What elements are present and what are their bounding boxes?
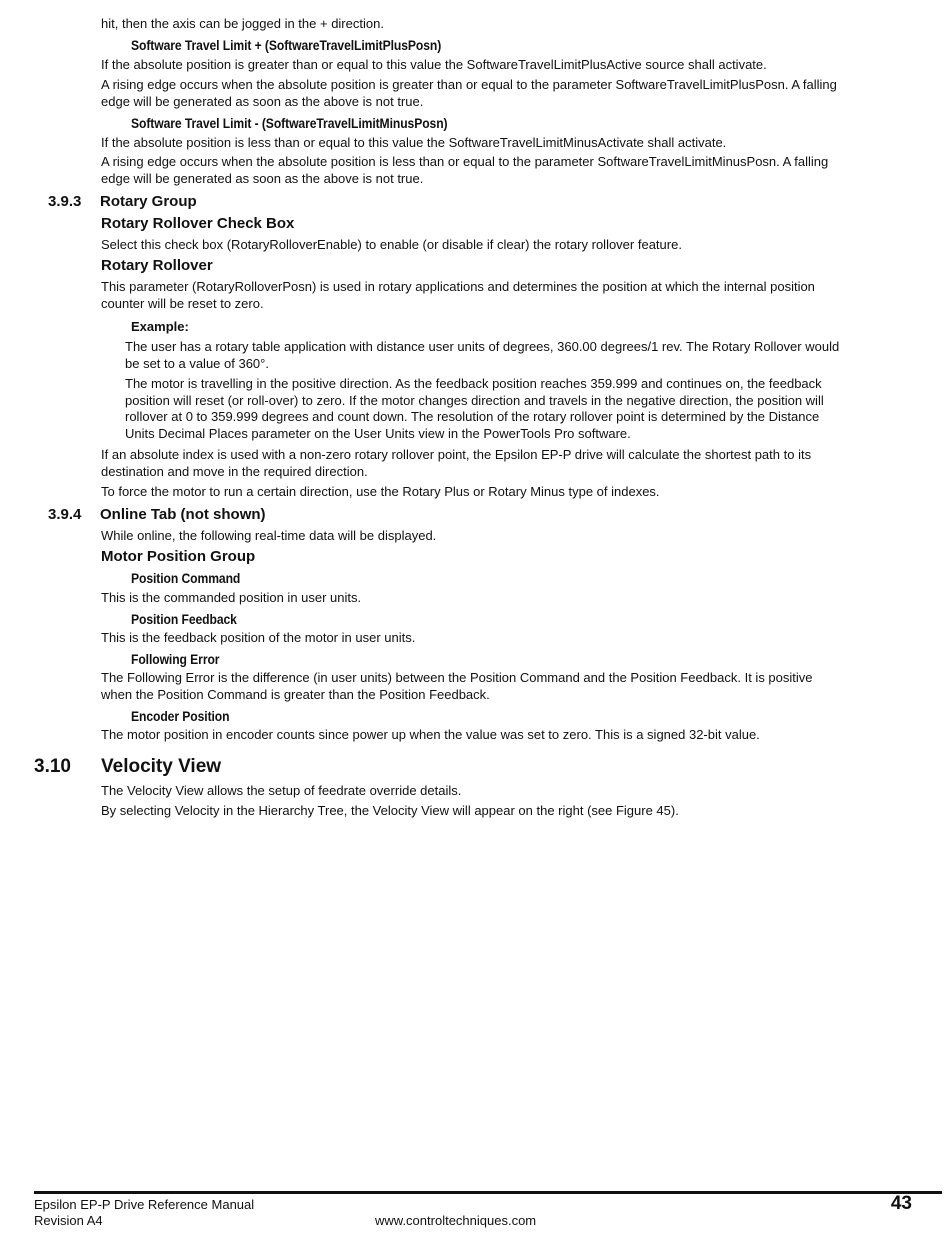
section-3-10-heading <box>34 756 221 778</box>
stl-plus-p2: A rising edge occurs when the absolute position is greater than or equal to the parameter SoftwareTravelLimitPlusPosn. A falling edge will be generated as soon as the above is not true. <box>101 77 837 109</box>
motor-position-group-heading: Motor Position Group <box>101 548 256 565</box>
stl-minus-p2: A rising edge occurs when the absolute position is less than or equal to the parameter SoftwareTravelLimitMinusPosn. A falling edge will be generated as soon as the above is not true. <box>101 154 829 186</box>
section-number: 3.9.3 <box>48 193 82 210</box>
section-title: Velocity View <box>101 756 222 777</box>
stl-plus-p1: If the absolute position is greater than or equal to this value the SoftwareTravelLimitPlusActive source shall activate. <box>101 57 767 72</box>
position-command-text: This is the commanded position in user units. <box>101 590 362 605</box>
example-p1: The user has a rotary table application with distance user units of degrees, 360.00 degrees/1 rev. The Rotary Rollover would be set to a value of 360°. <box>125 339 840 371</box>
encoder-position-text: The motor position in encoder counts since power up when the value was set to zero. This is a signed 32-bit value. <box>101 727 760 742</box>
footer-website: www.controltechniques.com <box>375 1213 537 1228</box>
stl-plus-heading: Software Travel Limit + (SoftwareTravelLimitPlusPosn) <box>131 38 442 53</box>
following-error-text: The Following Error is the difference (in user units) between the Position Command and the Position Feedback. It is positive when the Position Command is greater than the Position Feedback. <box>101 670 813 702</box>
force-direction-text: To force the motor to run a certain direction, use the Rotary Plus or Rotary Minus type of indexes. <box>101 484 660 499</box>
velocity-view-p2: By selecting Velocity in the Hierarchy Tree, the Velocity View will appear on the right (see Figure 45). <box>101 803 679 818</box>
section-3-9-3-heading <box>48 193 197 210</box>
absolute-index-text: If an absolute index is used with a non-zero rotary rollover point, the Epsilon EP-P drive will calculate the shortest path to its destination and move in the required direction. <box>101 447 812 479</box>
position-feedback-heading: Position Feedback <box>131 612 237 627</box>
section-3-9-4-heading <box>48 506 266 523</box>
rotary-rollover-heading: Rotary Rollover <box>101 257 213 274</box>
velocity-view-p1: The Velocity View allows the setup of feedrate override details. <box>101 783 462 798</box>
rotary-checkbox-heading: Rotary Rollover Check Box <box>101 215 295 232</box>
example-label: Example: <box>131 319 189 334</box>
rotary-rollover-text: This parameter (RotaryRolloverPosn) is used in rotary applications and determines the position at which the internal position counter will be reset to zero. <box>101 279 815 311</box>
footer-manual-title: Epsilon EP-P Drive Reference Manual <box>34 1197 255 1212</box>
stl-minus-p1: If the absolute position is less than or equal to this value the SoftwareTravelLimitMinusActivate shall activate. <box>101 135 727 150</box>
intro-line: hit, then the axis can be jogged in the + direction. <box>101 16 384 31</box>
section-number: 3.10 <box>34 756 71 777</box>
stl-minus-heading: Software Travel Limit - (SoftwareTravelLimitMinusPosn) <box>131 116 448 131</box>
online-intro: While online, the following real-time data will be displayed. <box>101 528 437 543</box>
footer-rule <box>34 1191 942 1194</box>
section-title: Online Tab (not shown) <box>100 506 266 523</box>
example-p2: The motor is travelling in the positive direction. As the feedback position reaches 359.999 and continues on, the feedback position will reset (or roll-over) to zero. If the motor changes direction and travels in the negative direction, the position will rollover at 0 to 359.999 degrees and count down. The resolution of the rotary rollover point is determined by the Distance Units Decimal Places parameter on the User Units view in the PowerTools Pro software. <box>125 376 824 442</box>
section-title: Rotary Group <box>100 193 197 210</box>
position-feedback-text: This is the feedback position of the motor in user units. <box>101 630 416 645</box>
page-number: 43 <box>890 1193 912 1214</box>
section-number: 3.9.4 <box>48 506 82 523</box>
footer-revision: Revision A4 <box>34 1213 103 1228</box>
rotary-checkbox-text: Select this check box (RotaryRolloverEnable) to enable (or disable if clear) the rotary rollover feature. <box>101 237 682 252</box>
position-command-heading: Position Command <box>131 571 241 586</box>
following-error-heading: Following Error <box>131 652 220 667</box>
encoder-position-heading: Encoder Position <box>131 709 230 724</box>
